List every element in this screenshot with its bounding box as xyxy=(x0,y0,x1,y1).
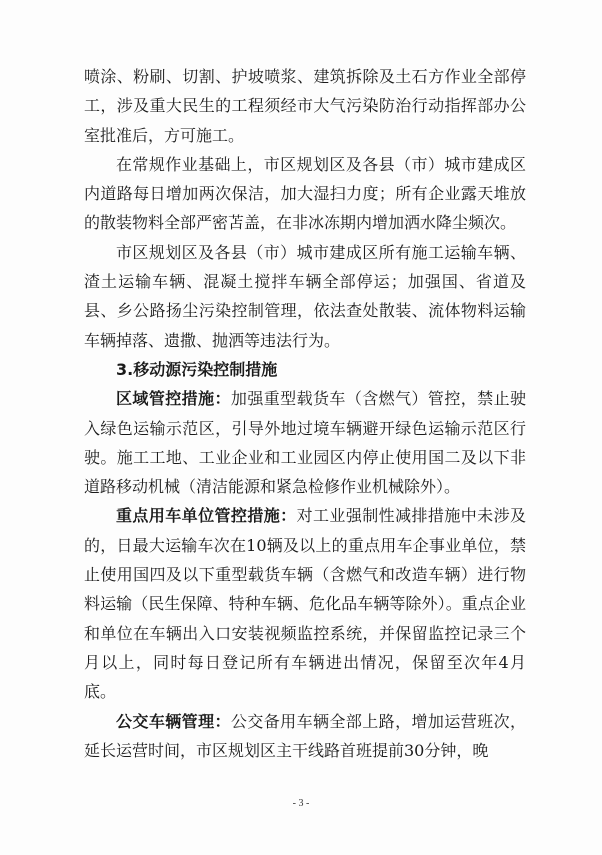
document-body xyxy=(84,62,526,765)
text-bus-management: 公交备用车辆全部上路，增加运营班次，延长运营时间，市区规划区主干线路首班提前30分钟，晚 xyxy=(84,711,526,760)
section-heading-mobile-source: 3.移动源污染控制措施 xyxy=(116,359,278,379)
paragraph-transport-vehicles: 市区规划区及各县（市）城市建成区所有施工运输车辆、渣土运输车辆、混凝土搅拌车辆全部停运；加强国、省道及县、乡公路扬尘污染控制管理，依法查处散装、流体物料运输车辆掉落、遗撒、抛洒等违法行为。 xyxy=(84,242,526,350)
paragraph-bus-management xyxy=(84,707,526,766)
text-regional-control: 加强重型载货车（含燃气）管控，禁止驶入绿色运输示范区，引导外地过境车辆避开绿色运输示范区行驶。施工工地、工业企业和工业园区内停止使用国二及以下非道路移动机械（清洁能源和紧急检修作业机械除外）。 xyxy=(84,389,526,497)
lead-key-vehicle-units: 重点用车单位管控措施： xyxy=(116,506,297,526)
lead-regional-control: 区域管控措施： xyxy=(116,389,231,409)
paragraph-regional-control xyxy=(84,384,526,501)
page-number: - 3 - xyxy=(292,798,310,809)
paragraph-road-cleaning: 在常规作业基础上，市区规划区及各县（市）城市建成区内道路每日增加两次保洁，加大湿扫力度；所有企业露天堆放的散装物料全部严密苫盖，在非冰冻期内增加洒水降尘频次。 xyxy=(84,154,526,233)
text-key-vehicle-units: 对工业强制性减排措施中未涉及的，日最大运输车次在10辆及以上的重点用车企事业单位，禁止使用国四及以下重型载货车辆（含燃气和改造车辆）进行物料运输（民生保障、特种车辆、危化品车辆等除外）。重点企业和单位在车辆出入口安装视频监控系统，并保留监控记录三个月以上，同时每日登记所有车辆进出情况，保留至次年4月底。 xyxy=(84,506,526,702)
paragraph-key-vehicle-units xyxy=(84,501,526,706)
lead-bus-management: 公交车辆管理： xyxy=(116,711,231,731)
paragraph-construction-stop: 喷涂、粉刷、切割、护坡喷浆、建筑拆除及土石方作业全部停工，涉及重大民生的工程须经市大气污染防治行动指挥部办公室批准后，方可施工。 xyxy=(84,67,526,145)
